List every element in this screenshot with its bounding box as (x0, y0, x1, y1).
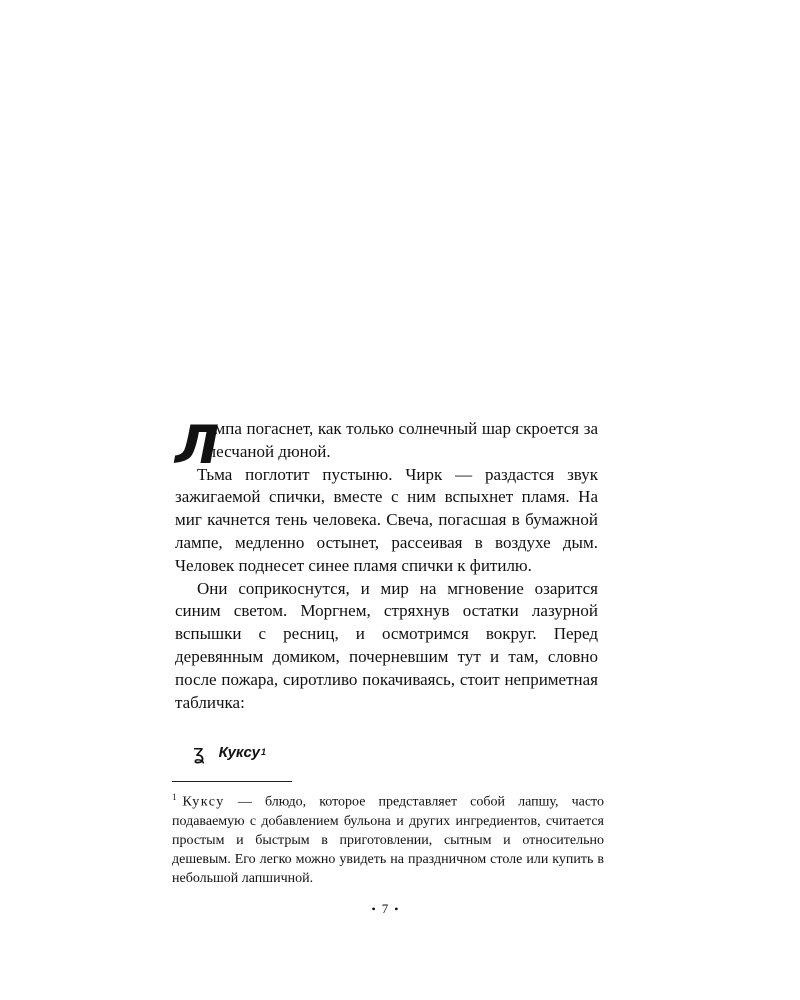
paragraph-2: Тьма поглотит пустыню. Чирк — раздастся звук зажигаемой спички, вместе с ним вспыхнет пламя. На миг качнется тень человека. Свеча, погасшая в бумажной лампе, медленно остынет, рассеивая в воздухе дым. Человек поднесет синее пламя спички к фитилю. (175, 464, 598, 575)
swirl-icon: ʓ (193, 740, 205, 764)
page-number-value: 7 (381, 901, 389, 916)
paragraph-1-text: ампа погаснет, как только солнечный шар скроется за песчаной дюной. (207, 419, 598, 461)
footnote (172, 788, 604, 888)
sign-heading (193, 740, 266, 764)
bullet-right: • (394, 902, 399, 916)
footnote-ref[interactable]: 1 (261, 747, 267, 757)
paragraph-3: Они соприкоснутся, и мир на мгновение озарится синим светом. Моргнем, стряхнув остатки лазурной вспышки с ресниц, и осмотримся вокруг. Перед деревянным домиком, почерневшим тут и там, словно после пожара, сиротливо покачиваясь, стоит неприметная табличка: (175, 578, 598, 712)
bullet-left: • (371, 902, 376, 916)
main-text (175, 415, 598, 714)
footnote-number: 1 (172, 792, 177, 802)
footnote-text: — блюдо, которое представляет собой лапшу, часто подаваемую с добавлением бульона и других ингредиентов, считается простым и быстрым в приготовлении, сытным и относительно дешевым. Его легко можно увидеть на праздничном столе или купить в небольшой лапшичной. (172, 794, 604, 886)
page-number (340, 901, 430, 917)
footnote-term: Куксу (182, 794, 225, 810)
footnote-divider (172, 781, 292, 782)
paragraph-1 (175, 415, 598, 476)
drop-cap: Л (175, 415, 220, 476)
sign-title: Куксу (218, 743, 261, 761)
